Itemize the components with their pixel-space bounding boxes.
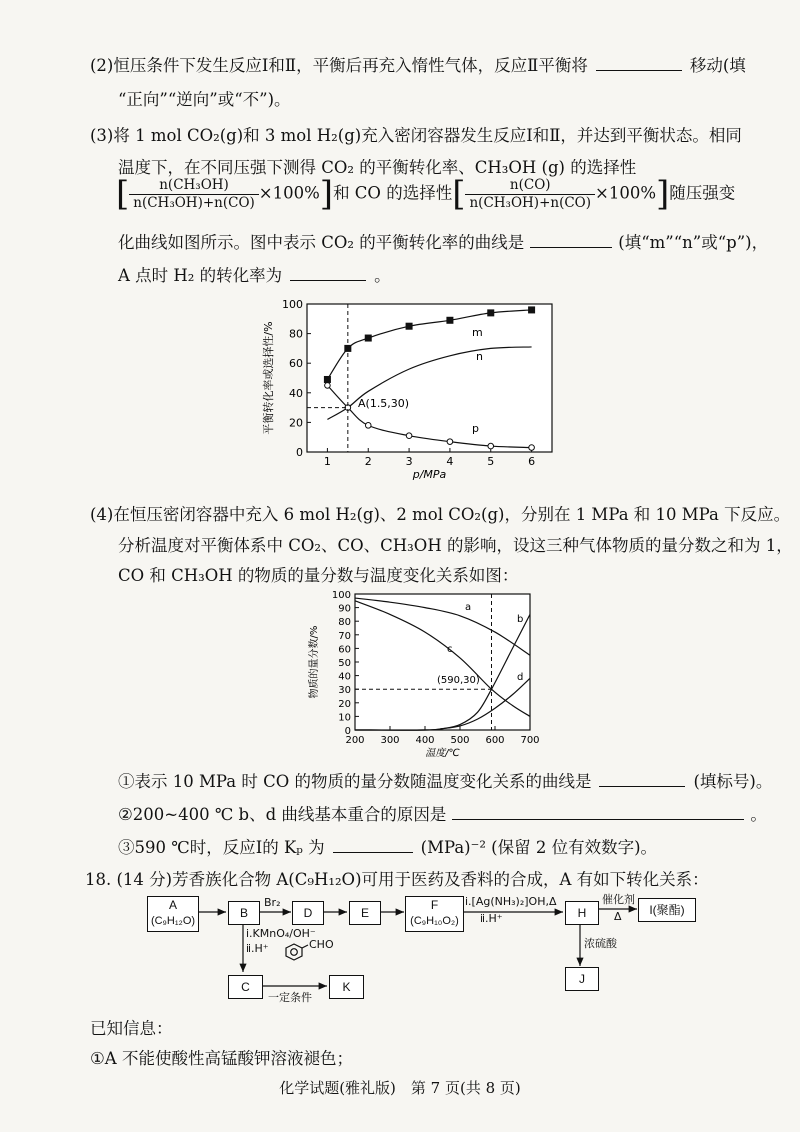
x-tick-label: 300 <box>380 735 400 746</box>
y-tick-label: 70 <box>338 630 351 642</box>
q2-line1: (2)恒压条件下发生反应Ⅰ和Ⅱ，平衡后再充入惰性气体，反应Ⅱ平衡将 移动(填 <box>90 56 746 75</box>
series-label-d: d <box>517 672 524 683</box>
x-tick-label: 6 <box>528 455 536 468</box>
series-label-m: m <box>472 326 483 339</box>
compound-j: J <box>565 967 599 991</box>
compound-h: H <box>565 901 599 925</box>
x-tick-label: 1 <box>323 455 331 468</box>
q4-line3: CO 和 CH₃OH 的物质的量分数与温度变化关系如图： <box>118 566 519 585</box>
y-tick-label: 80 <box>338 617 351 629</box>
q4-line1: (4)在恒压密闭容器中充入 6 mol H₂(g)、2 mol CO₂(g)，分别在 1 MPa 和 10 MPa 下反应。 <box>90 505 791 524</box>
reagent-acid: ⅱ.H⁺ <box>480 912 503 925</box>
y-tick-label: 10 <box>338 712 351 724</box>
compound-b: B <box>228 901 260 925</box>
annotation-label: A(1.5,30) <box>358 397 410 410</box>
y-tick-label: 60 <box>338 644 351 656</box>
compound-f: F (C₉H₁₀O₂) <box>405 896 464 932</box>
series-label-a: a <box>465 602 472 613</box>
x-tick-label: 3 <box>405 455 413 468</box>
y-tick-label: 100 <box>282 298 303 311</box>
q18-intro: 18. (14 分)芳香族化合物 A(C₉H₁₂O)可用于医药及香料的合成，A 有如下转化关系： <box>85 870 709 889</box>
series-label-b: b <box>517 614 524 625</box>
reagent-condition: 一定条件 <box>268 991 312 1004</box>
x-tick-label: 5 <box>487 455 495 468</box>
y-tick-label: 100 <box>331 590 351 601</box>
q3-line4: 化曲线如图所示。图中表示 CO₂ 的平衡转化率的曲线是 (填“m”“n”或“p”)， <box>118 233 769 252</box>
x-axis-label: 温度/℃ <box>425 748 460 759</box>
series-label-n: n <box>476 350 483 363</box>
benzene-circle-icon <box>291 949 298 956</box>
q3-line2: 温度下，在不同压强下测得 CO₂ 的平衡转化率、CH₃OH (g) 的选择性 <box>118 158 637 177</box>
y-tick-label: 40 <box>338 671 351 683</box>
x-tick-label: 500 <box>450 735 470 746</box>
y-tick-label: 60 <box>289 357 303 371</box>
reagent-catalyst: 催化剂 <box>602 893 635 906</box>
y-tick-label: 30 <box>338 685 351 697</box>
x-tick-label: 700 <box>520 735 540 746</box>
y-tick-label: 90 <box>338 603 351 615</box>
y-tick-label: 40 <box>289 386 303 400</box>
reagent-tollens: ⅰ.[Ag(NH₃)₂]OH,Δ <box>465 895 557 908</box>
known-info-heading: 已知信息： <box>90 1019 173 1038</box>
reagent-benzaldehyde: CHO <box>309 938 334 951</box>
series-label-p: p <box>472 422 479 435</box>
x-tick-label: 600 <box>485 735 505 746</box>
q3-line1: (3)将 1 mol CO₂(g)和 3 mol H₂(g)充入密闭容器发生反应Ⅰ和Ⅱ，并达到平衡状态。相同 <box>90 126 742 145</box>
annotation-label: (590,30) <box>437 675 480 686</box>
q4-line2: 分析温度对平衡体系中 CO₂、CO、CH₃OH 的影响，设这三种气体物质的量分数之和为 1， <box>118 536 793 555</box>
q4-sub1: ①表示 10 MPa 时 CO 的物质的量分数随温度变化关系的曲线是 (填标号)。 <box>118 772 773 791</box>
q3-selectivity-formula: [ $\frac{\text{n(CH₃OH)}}{\text{n(CH₃OH)+n(CO)}}$ ×100%]和 CO 的选择性[ $\frac{n(CO)}{\text{n(CH₃OH)+n(CO)}}$ ×100%]随压强变 <box>116 174 736 214</box>
y-tick-label: 0 <box>296 446 303 459</box>
compound-c: C <box>228 975 263 999</box>
compound-d: D <box>292 901 324 925</box>
known-info-1: ①A 不能使酸性高锰酸钾溶液褪色； <box>90 1049 353 1068</box>
y-tick-label: 20 <box>338 698 351 710</box>
compound-a: A (C₉H₁₂O) <box>147 896 199 932</box>
y-axis-label: 平衡转化率或选择性/% <box>262 321 275 435</box>
q2-line2: “正向”“逆向”或“不”)。 <box>118 90 291 109</box>
reagent-br2: Br₂ <box>264 896 281 909</box>
y-tick-label: 50 <box>338 658 351 669</box>
page-footer: 化学试题(雅礼版) 第 7 页(共 8 页) <box>279 1079 521 1097</box>
reagent-conc-h2so4: 浓硫酸 <box>584 937 617 950</box>
reagent-kmno4: ⅰ.KMnO₄/OH⁻ <box>246 927 316 940</box>
methanol-selectivity-fraction: $\frac{\text{n(CH₃OH)}}{\text{n(CH₃OH)+n(CO)}}$ <box>129 177 259 212</box>
y-tick-label: 20 <box>289 416 303 430</box>
q4-sub2: ②200~400 ℃ b、d 曲线基本重合的原因是 。 <box>118 805 767 824</box>
series-label-c: c <box>447 644 453 655</box>
reagent-h-plus: ⅱ.H⁺ <box>246 942 269 955</box>
x-tick-label: 2 <box>364 455 372 468</box>
y-axis-label: 物质的量分数/% <box>309 625 320 699</box>
reagent-heat: Δ <box>614 910 622 923</box>
y-tick-label: 0 <box>344 726 351 737</box>
q4-sub3: ③590 ℃时，反应Ⅰ的 Kₚ 为 (MPa)⁻² (保留 2 位有效数字)。 <box>118 838 658 857</box>
compound-k: K <box>329 975 364 999</box>
x-tick-label: 400 <box>415 735 435 746</box>
y-tick-label: 80 <box>289 327 303 341</box>
compound-e: E <box>349 901 381 925</box>
q3-line5: A 点时 H₂ 的转化率为 。 <box>118 266 391 285</box>
co-selectivity-fraction: $\frac{n(CO)}{\text{n(CH₃OH)+n(CO)}}$ <box>465 177 595 212</box>
compound-i-polyester: I(聚酯) <box>638 898 696 922</box>
x-tick-label: 4 <box>446 455 454 468</box>
x-tick-label: 200 <box>345 735 365 746</box>
benzene-ring-icon <box>286 944 302 960</box>
x-axis-label: p/MPa <box>412 468 447 481</box>
